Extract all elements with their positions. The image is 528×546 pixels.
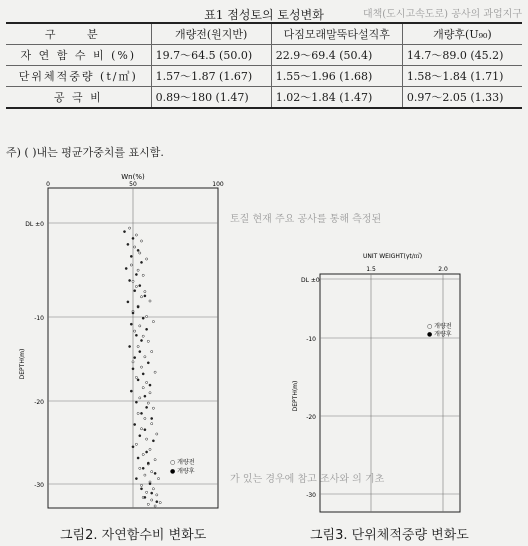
data-point xyxy=(156,501,158,503)
table-cell: 1.55～1.96 (1.68) xyxy=(271,66,402,87)
data-point xyxy=(139,435,141,437)
data-point xyxy=(142,335,144,337)
table-header-cell: 개량후(U₉₀) xyxy=(402,23,522,45)
x-axis-label: Wn(%) xyxy=(121,173,145,181)
data-point xyxy=(146,258,148,260)
data-point xyxy=(147,402,149,404)
data-point xyxy=(142,274,144,276)
data-point xyxy=(130,323,132,325)
data-point xyxy=(151,351,153,353)
data-point xyxy=(132,446,134,448)
data-point xyxy=(144,295,146,297)
data-point xyxy=(156,494,158,496)
table-row xyxy=(6,45,522,66)
data-point xyxy=(140,366,142,368)
x-tick-label: 0 xyxy=(46,181,50,188)
data-point xyxy=(135,376,137,378)
data-point xyxy=(151,423,153,425)
data-point xyxy=(151,471,153,473)
x-tick-label: 2.0 xyxy=(438,266,448,273)
data-point xyxy=(140,261,142,263)
y-axis-label: DEPTH(m) xyxy=(19,348,26,380)
table-footnote: 주) ( )내는 평균가중치를 표시함. xyxy=(6,146,164,159)
data-point xyxy=(149,300,151,302)
data-point xyxy=(137,306,139,308)
data-point xyxy=(144,291,146,293)
data-point xyxy=(140,339,142,341)
data-point xyxy=(139,351,141,353)
data-point xyxy=(159,502,161,504)
y-tick-label: -30 xyxy=(34,482,44,489)
data-point xyxy=(132,312,134,314)
data-point xyxy=(129,345,131,347)
y-tick-label: -10 xyxy=(306,336,316,343)
data-point xyxy=(147,340,149,342)
data-point xyxy=(144,395,146,397)
data-point xyxy=(142,453,144,455)
data-point xyxy=(140,428,142,430)
data-point xyxy=(140,484,142,486)
data-point xyxy=(137,412,139,414)
data-point xyxy=(132,361,134,363)
data-point xyxy=(154,371,156,373)
data-point xyxy=(137,249,139,251)
data-point xyxy=(135,401,137,403)
table-cell: 1.58～1.84 (1.71) xyxy=(402,66,522,87)
data-point xyxy=(152,407,154,409)
data-point xyxy=(149,483,151,485)
data-point xyxy=(135,234,137,236)
table-cell: 0.97～2.05 (1.33) xyxy=(402,87,522,109)
data-point xyxy=(157,478,159,480)
data-point xyxy=(127,243,129,245)
row-label: 자 연 함 수 비 (%) xyxy=(6,45,151,66)
data-point xyxy=(146,315,148,317)
table-row xyxy=(6,66,522,87)
data-point xyxy=(129,279,131,281)
table-cell: 1.02～1.84 (1.47) xyxy=(271,87,402,109)
data-point xyxy=(139,397,141,399)
data-point xyxy=(139,325,141,327)
data-point xyxy=(137,457,139,459)
data-point xyxy=(140,488,142,490)
data-point xyxy=(135,443,137,445)
y-tick-label: -10 xyxy=(34,315,44,322)
data-point xyxy=(144,429,146,431)
data-point xyxy=(147,462,149,464)
x-tick-label: 100 xyxy=(212,181,224,188)
data-point xyxy=(156,433,158,435)
y-tick-label: -30 xyxy=(306,492,316,499)
data-point xyxy=(149,392,151,394)
legend xyxy=(427,322,452,338)
soil-properties-table xyxy=(6,22,522,109)
y-tick-label: DL ±0 xyxy=(25,221,44,228)
data-point xyxy=(139,252,141,254)
row-label: 단위체적중량 (t/㎥) xyxy=(6,66,151,87)
data-point xyxy=(154,505,156,507)
data-point xyxy=(144,356,146,358)
data-point xyxy=(147,362,149,364)
table-cell: 19.7～64.5 (50.0) xyxy=(151,45,271,66)
figure-3-caption: 그림3. 단위체적중량 변화도 xyxy=(310,528,469,543)
data-point xyxy=(146,381,148,383)
data-point xyxy=(137,379,139,381)
data-point xyxy=(130,264,132,266)
data-point xyxy=(132,280,134,282)
legend-entry: ○ 개량전 xyxy=(427,323,452,330)
data-point xyxy=(144,496,146,498)
legend-entry: ○ 개량전 xyxy=(170,459,195,466)
table-cell: 22.9～69.4 (50.4) xyxy=(271,45,402,66)
x-tick-label: 1.5 xyxy=(366,266,376,273)
data-point xyxy=(134,423,136,425)
data-point xyxy=(142,467,144,469)
data-point xyxy=(129,227,131,229)
data-point xyxy=(151,499,153,501)
table-cell: 0.89～180 (1.47) xyxy=(151,87,271,109)
data-point xyxy=(140,240,142,242)
data-point xyxy=(154,459,156,461)
table-title: 표1 점성토의 토성변화 xyxy=(204,8,324,22)
data-point xyxy=(134,290,136,292)
row-label: 공 극 비 xyxy=(6,87,151,109)
y-tick-label: DL ±0 xyxy=(301,277,320,284)
data-point xyxy=(137,269,139,271)
data-point xyxy=(144,474,146,476)
data-point xyxy=(134,357,136,359)
x-tick-label: 50 xyxy=(129,181,137,188)
data-point xyxy=(125,267,127,269)
table-header-cell: 다짐모래말뚝타설직후 xyxy=(271,23,402,45)
figure-2-caption: 그림2. 자연함수비 변화도 xyxy=(60,528,207,543)
data-point xyxy=(139,285,141,287)
y-tick-label: -20 xyxy=(306,414,316,421)
data-point xyxy=(152,488,154,490)
y-axis-label: DEPTH(m) xyxy=(292,380,299,412)
table-row xyxy=(6,87,522,109)
plot-frame xyxy=(320,274,460,512)
data-point xyxy=(142,317,144,319)
table-header-cell: 개량전(원지반) xyxy=(151,23,271,45)
data-point xyxy=(149,384,151,386)
data-point xyxy=(144,417,146,419)
data-point xyxy=(146,451,148,453)
data-point xyxy=(130,390,132,392)
data-point xyxy=(134,330,136,332)
water-content-chart xyxy=(10,168,240,516)
legend xyxy=(170,458,195,475)
legend-entry: ● 개량후 xyxy=(427,331,452,338)
data-point xyxy=(140,296,142,298)
data-point xyxy=(152,321,154,323)
x-axis-label: UNIT WEIGHT(γt/㎥) xyxy=(363,253,423,260)
data-point xyxy=(146,406,148,408)
data-point xyxy=(142,373,144,375)
data-point xyxy=(127,301,129,303)
data-point xyxy=(134,246,136,248)
data-point xyxy=(146,328,148,330)
table-header-cell: 구 분 xyxy=(6,23,151,45)
background-text: 가 있는 경우에 참고 조사와 의 기초 xyxy=(230,474,385,485)
table-header-row xyxy=(6,23,522,45)
unit-weight-chart xyxy=(275,246,475,518)
data-point xyxy=(147,503,149,505)
data-point xyxy=(146,438,148,440)
data-point xyxy=(146,491,148,493)
legend-entry: ● 개량후 xyxy=(170,468,195,475)
data-point xyxy=(151,492,153,494)
data-point xyxy=(135,334,137,336)
table-cell: 14.7～89.0 (45.2) xyxy=(402,45,522,66)
data-point xyxy=(140,412,142,414)
data-point xyxy=(123,231,125,233)
background-text: 토질 현재 주요 공사를 통해 측정된 xyxy=(230,214,382,225)
data-point xyxy=(149,448,151,450)
y-tick-label: -20 xyxy=(34,399,44,406)
data-points xyxy=(123,227,161,507)
data-point xyxy=(154,472,156,474)
data-point xyxy=(135,478,137,480)
data-point xyxy=(139,467,141,469)
data-point xyxy=(135,285,137,287)
table-cell: 1.57～1.87 (1.67) xyxy=(151,66,271,87)
data-point xyxy=(132,237,134,239)
data-point xyxy=(132,368,134,370)
data-point xyxy=(130,255,132,257)
data-point xyxy=(142,387,144,389)
data-point xyxy=(137,345,139,347)
data-point xyxy=(152,440,154,442)
faded-header-text: 대책(도시고속도로) 공사의 과업지구 xyxy=(362,9,522,20)
data-point xyxy=(151,417,153,419)
data-point xyxy=(135,273,137,275)
